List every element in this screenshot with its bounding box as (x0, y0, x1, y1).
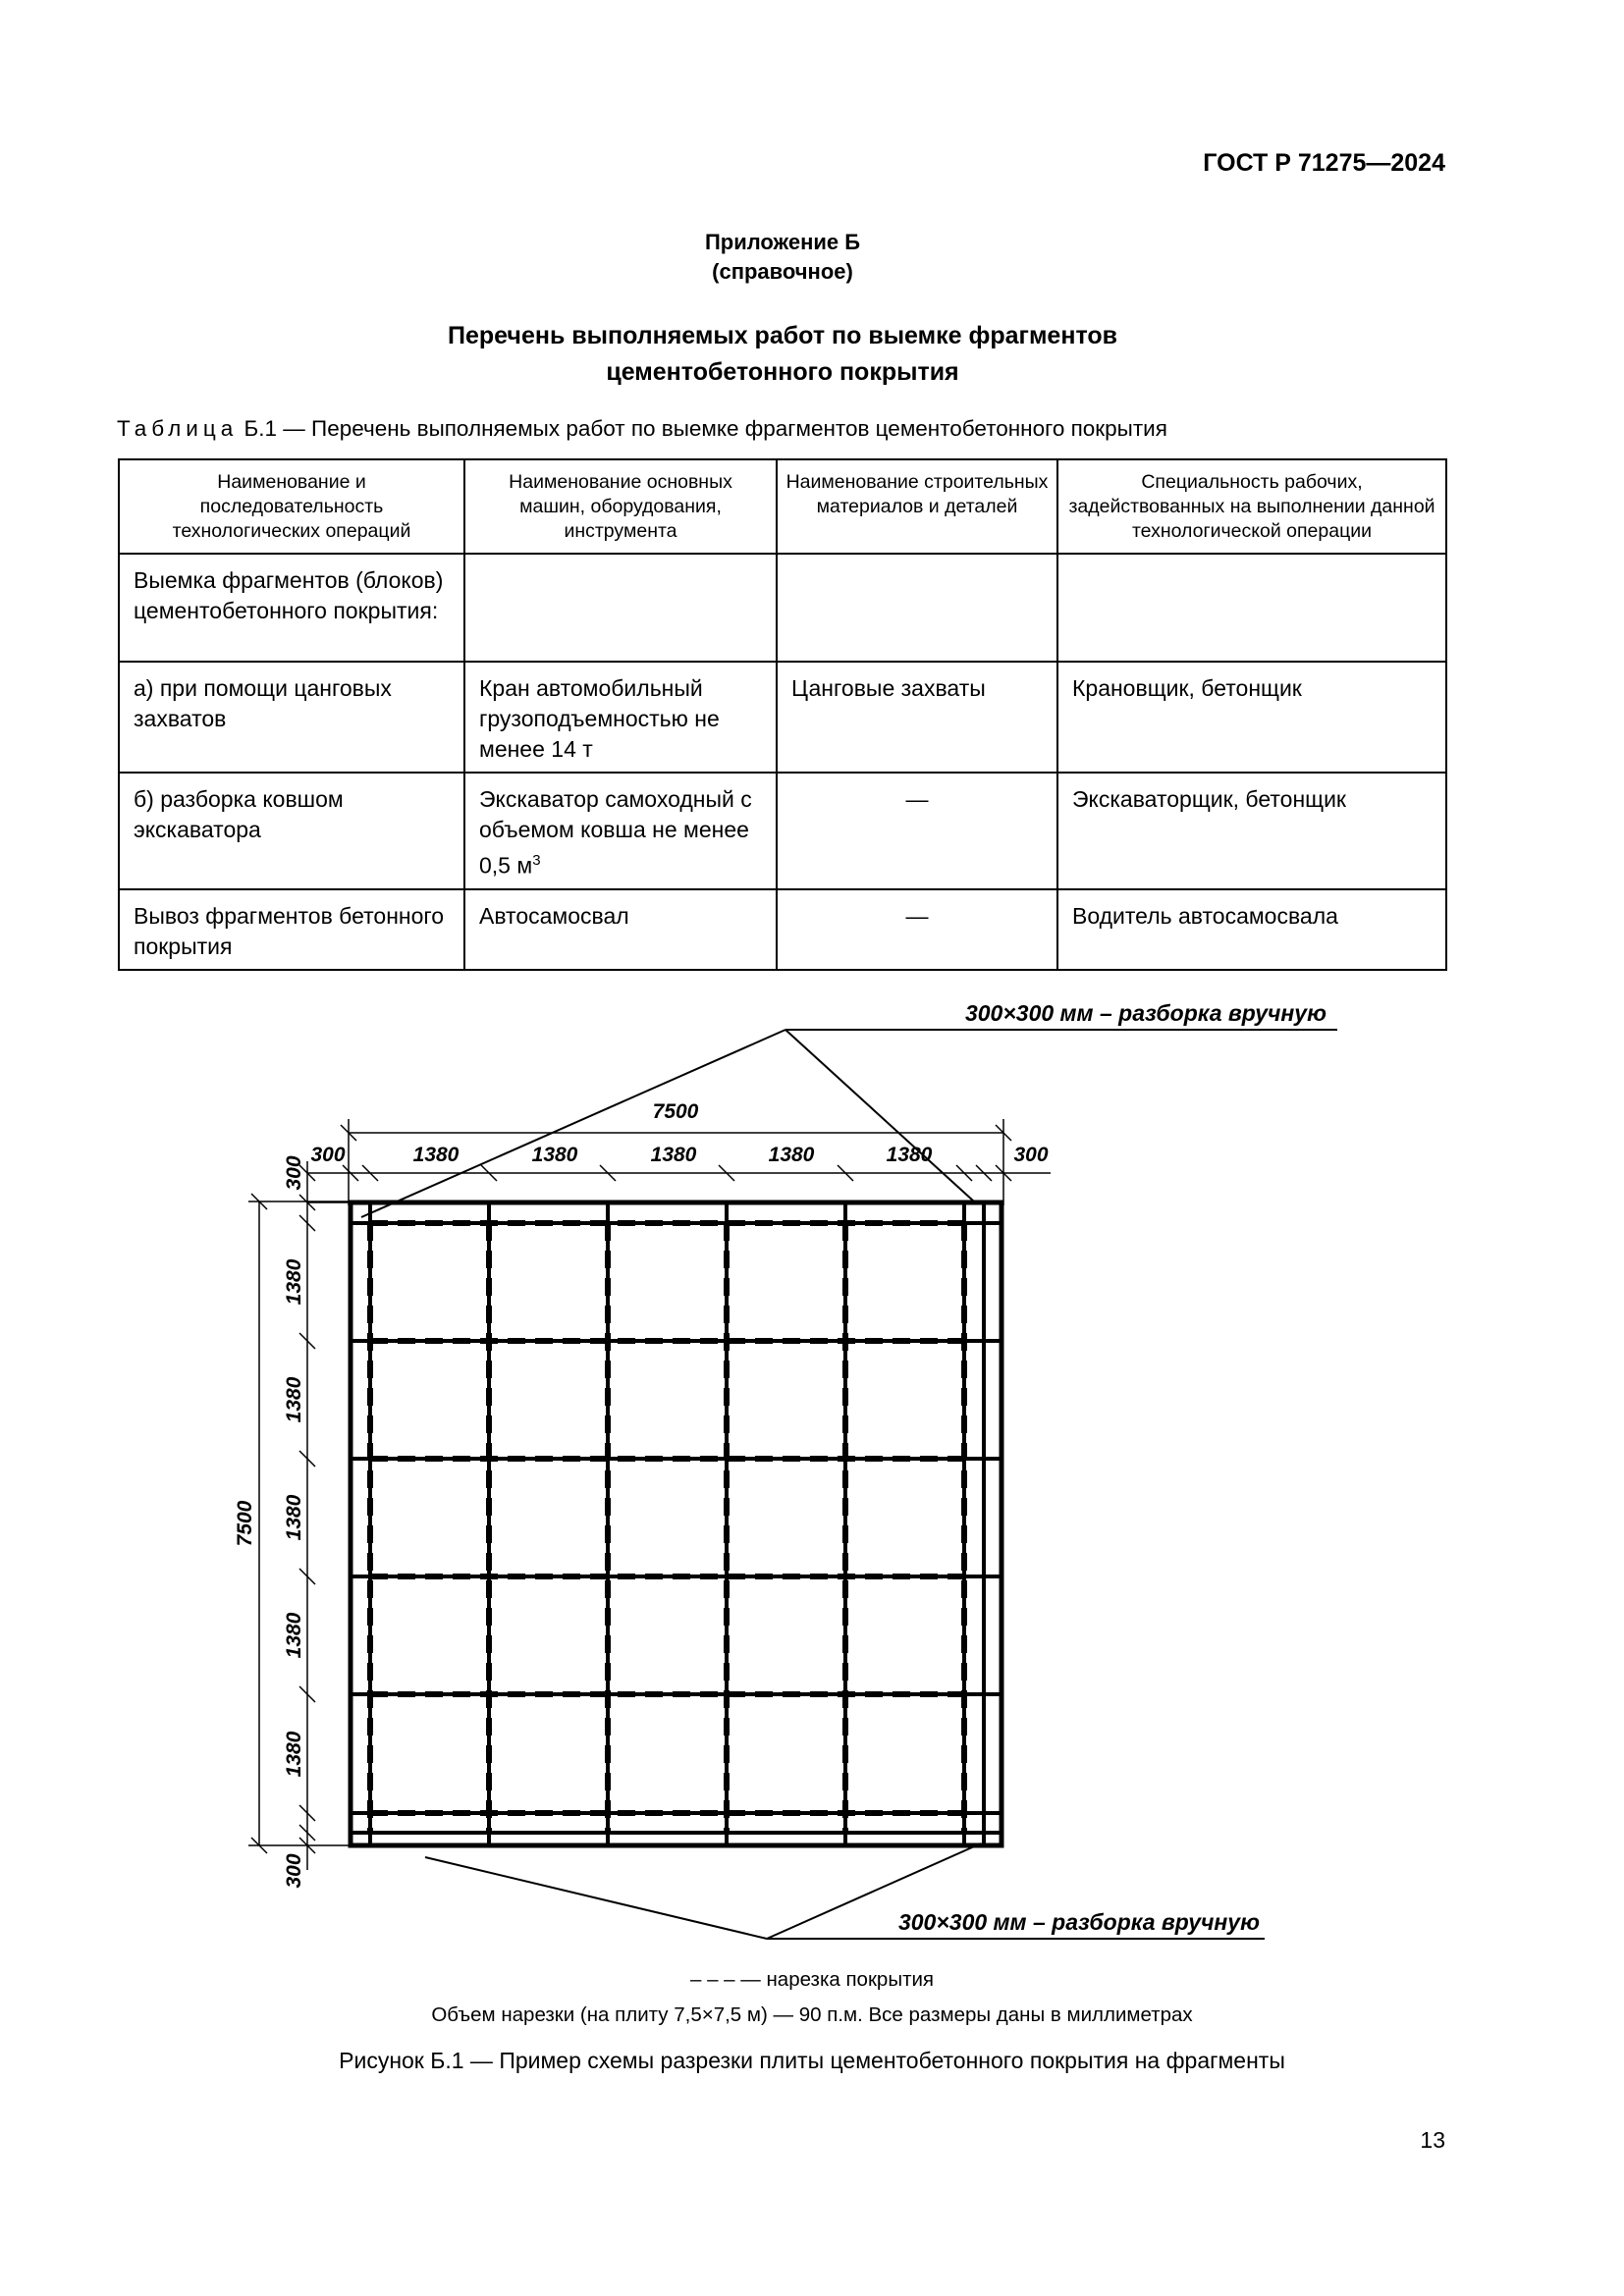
dimension-label: 1380 (650, 1144, 697, 1166)
cutting-lines (370, 1223, 964, 1833)
table-header-cell: Специальность рабочих, задействованных на выполнении данной технологической операции (1057, 459, 1446, 554)
page-number: 13 (1420, 2127, 1445, 2153)
dimension-label: 1380 (283, 1494, 305, 1541)
legend-text: — нарезка покрытия (734, 1968, 935, 1991)
table-caption-text: Б.1 — Перечень выполняемых работ по выемке фрагментов цементобетонного покрытия (238, 416, 1167, 441)
figure-volume-note: Объем нарезки (на плиту 7,5×7,5 м) — 90 п.м. Все размеры даны в миллиметрах (431, 2003, 1193, 2026)
table-cell: Автосамосвал (464, 889, 777, 970)
table-cell: — (777, 773, 1057, 889)
table-cell: Крановщик, бетонщик (1057, 662, 1446, 773)
table-cell: Вывоз фрагментов бетонного покрытия (119, 889, 464, 970)
dimension-label: 1380 (283, 1376, 305, 1423)
table-cell: Кран автомобильный грузоподъемностью не менее 14 т (464, 662, 777, 773)
bottom-callout-note: 300×300 мм – разборка вручную (897, 1909, 1260, 1935)
dimension-label: 300 (1013, 1144, 1049, 1166)
dimension-label: 1380 (886, 1144, 933, 1166)
table-header-cell: Наименование строительных материалов и деталей (777, 459, 1057, 554)
table-cell: а) при помощи цанговых захватов (119, 662, 464, 773)
table-caption-prefix: Таблица (117, 416, 239, 441)
appendix-title-line: Приложение Б (704, 230, 861, 254)
total-width-label: 7500 (652, 1100, 699, 1123)
dimension-label: 1380 (768, 1144, 815, 1166)
appendix-heading-line: цементобетонного покрытия (606, 358, 959, 386)
table-cell: Цанговые захваты (777, 662, 1057, 773)
table-cell: Экскаваторщик, бетонщик (1057, 773, 1446, 889)
slab-outline (351, 1202, 1001, 1845)
table-cell: б) разборка ковшом экскаватора (119, 773, 464, 889)
callout-leaders (361, 1030, 1337, 1939)
dimension-label: 1380 (412, 1144, 460, 1166)
dimension-label: 300 (283, 1853, 305, 1889)
dimension-label: 1380 (283, 1731, 305, 1778)
figure-caption: Рисунок Б.1 — Пример схемы разрезки плиты цементобетонного покрытия на фрагменты (339, 2048, 1285, 2073)
table-cell: Выемка фрагментов (блоков) цементобетонного покрытия: (119, 554, 464, 662)
dimension-label: 1380 (283, 1258, 305, 1306)
superscript: 3 (532, 852, 541, 869)
figure-legend (0, 1968, 1624, 1992)
solid-joints (351, 1202, 1001, 1845)
table-header-cell: Наименование и последовательность технологических операций (119, 459, 464, 554)
table-header-cell: Наименование основных машин, оборудования, инструмента (464, 459, 777, 554)
dimension-label: 300 (283, 1155, 305, 1191)
top-callout-note: 300×300 мм – разборка вручную (964, 1000, 1326, 1026)
table-cell-text: Экскаватор самоходный с объемом ковша не менее 0,5 м (479, 786, 752, 879)
slab (351, 1202, 1001, 1845)
dimension-label: 1380 (531, 1144, 578, 1166)
total-height-label: 7500 (234, 1500, 256, 1547)
dashed-line-symbol: – – – (689, 1968, 735, 1991)
document-standard-number: ГОСТ Р 71275—2024 (1203, 149, 1445, 177)
appendix-heading-line: Перечень выполняемых работ по выемке фрагментов (448, 322, 1117, 349)
dimension-label: 300 (310, 1144, 346, 1166)
table-cell: — (777, 889, 1057, 970)
table-cell: Водитель автосамосвала (1057, 889, 1446, 970)
appendix-type-line: (справочное) (712, 259, 853, 284)
dimension-label: 1380 (283, 1612, 305, 1659)
tick-marks (251, 1125, 1011, 1853)
